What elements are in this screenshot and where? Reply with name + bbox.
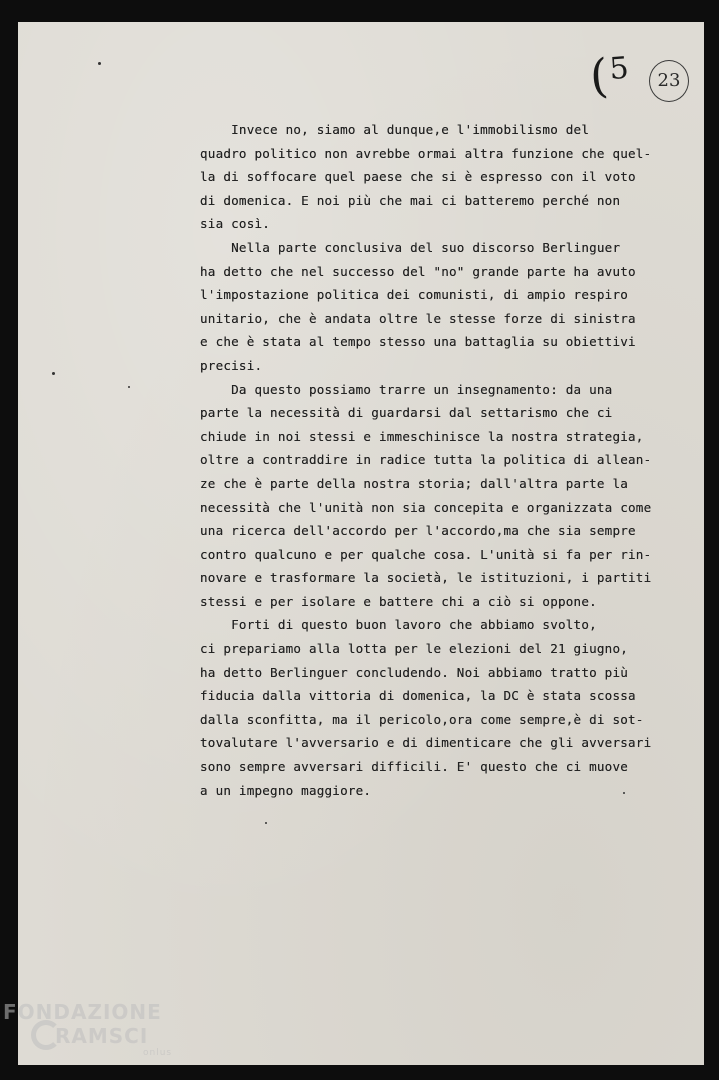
paper-speck (265, 822, 267, 824)
text-line: la di soffocare quel paese che si è espresso con il voto (200, 169, 636, 185)
text-line: oltre a contraddire in radice tutta la politica di allean- (200, 452, 652, 468)
text-line: contro qualcuno e per qualche cosa. L'unità si fa per rin- (200, 546, 652, 562)
text-line: una ricerca dell'accordo per l'accordo,ma che sia sempre (200, 523, 636, 539)
handwritten-page-number: (5 (588, 48, 630, 104)
paper-speck (52, 372, 55, 375)
text-line: parte la necessità di guardarsi dal settarismo che ci (200, 405, 613, 421)
text-line: ze che è parte della nostra storia; dall'altra parte la (200, 475, 629, 491)
text-line: precisi. (200, 357, 263, 373)
text-line: ha detto Berlinguer concludendo. Noi abbiamo tratto più (200, 664, 629, 680)
paper-speck (128, 386, 130, 388)
text-line: novare e trasformare la società, le istituzioni, i partiti (200, 570, 652, 586)
text-line: Invece no, siamo al dunque,e l'immobilismo del (200, 122, 590, 137)
text-line: stessi e per isolare e battere chi a ciò si oppone. (200, 593, 597, 609)
text-line: Forti di questo buon lavoro che abbiamo svolto, (200, 617, 597, 633)
handwritten-bracket: ( (588, 48, 610, 104)
circled-page-number: 23 (649, 60, 689, 102)
text-line: sono sempre avversari difficili. E' questo che ci muove (200, 759, 629, 775)
text-line: unitario, che è andata oltre le stesse forze di sinistra (200, 310, 636, 326)
text-line: ci prepariamo alla lotta per le elezioni del 21 giugno, (200, 641, 629, 657)
paper-speck (623, 792, 625, 794)
text-line: necessità che l'unità non sia concepita e organizzata come (200, 499, 652, 515)
text-line: a un impegno maggiore. (200, 782, 372, 798)
text-line: e che è stata al tempo stesso una battaglia su obiettivi (200, 334, 636, 350)
text-line: Da questo possiamo trarre un insegnamento: da una (200, 381, 613, 397)
paper-speck (98, 62, 101, 65)
text-line: ha detto che nel successo del "no" grande parte ha avuto (200, 263, 636, 279)
watermark-line-2: RAMSCI (55, 1024, 149, 1048)
text-line: Nella parte conclusiva del suo discorso Berlinguer (200, 239, 621, 255)
fondazione-gramsci-watermark (3, 1000, 183, 1070)
text-line: di domenica. E noi più che mai ci batteremo perché non (200, 192, 621, 208)
watermark-line-1: FONDAZIONE (3, 1000, 162, 1024)
text-line: l'impostazione politica dei comunisti, di ampio respiro (200, 287, 629, 303)
text-line: sia così. (200, 216, 271, 232)
text-line: tovalutare l'avversario e di dimenticare che gli avversari (200, 735, 652, 751)
typed-text-block (200, 118, 652, 802)
text-line: dalla sconfitta, ma il pericolo,ora come sempre,è di sot- (200, 711, 644, 727)
text-line: quadro politico non avrebbe ormai altra funzione che quel- (200, 145, 652, 161)
text-line: fiducia dalla vittoria di domenica, la DC è stata scossa (200, 688, 636, 704)
text-line: chiude in noi stessi e immeschinisce la nostra strategia, (200, 428, 644, 444)
watermark-line-3: onlus (143, 1048, 173, 1058)
